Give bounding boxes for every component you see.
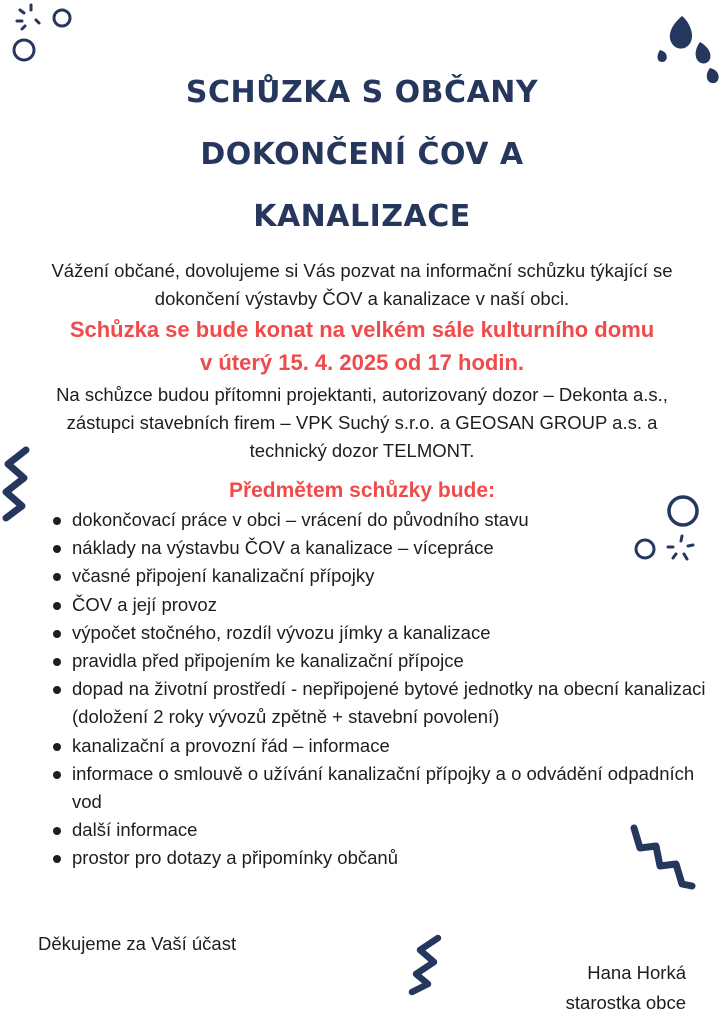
- highlight-line: v úterý 15. 4. 2025 od 17 hodin.: [199, 350, 525, 375]
- title-line: DOKONČENÍ ČOV A: [200, 137, 524, 172]
- sparkle-icon: [14, 2, 48, 32]
- attendees-line: technický dozor TELMONT.: [249, 440, 475, 461]
- zigzag-icon: [402, 932, 450, 998]
- list-item: kanalizační a provozní řád – informace: [72, 732, 712, 760]
- list-item: výpočet stočného, rozdíl vývozu jímky a kanalizace: [72, 619, 712, 647]
- meeting-time-place: [0, 313, 724, 379]
- signature: [566, 958, 686, 1018]
- attendees-paragraph: [4, 381, 720, 465]
- list-item: informace o smlouvě o užívání kanalizační přípojky a o odvádění odpadních vod: [72, 760, 712, 816]
- poster-title: [0, 62, 724, 248]
- list-item: prostor pro dotazy a připomínky občanů: [72, 844, 712, 872]
- thanks-text: Děkujeme za Vaší účast: [38, 933, 237, 954]
- list-item: náklady na výstavbu ČOV a kanalizace – vícepráce: [72, 534, 712, 562]
- list-item: včasné připojení kanalizační přípojky: [72, 562, 712, 590]
- subject-heading: Předmětem schůzky bude:: [228, 479, 496, 502]
- signature-name: Hana Horká: [587, 962, 686, 983]
- attendees-line: Na schůzce budou přítomni projektanti, autorizovaný dozor – Dekonta a.s.,: [56, 384, 668, 405]
- intro-line: Vážení občané, dovolujeme si Vás pozvat na informační schůzku týkající se: [51, 260, 673, 281]
- intro-paragraph: [10, 257, 714, 313]
- title-line: KANALIZACE: [253, 199, 471, 234]
- intro-line: dokončení výstavby ČOV a kanalizace v naší obci.: [154, 288, 570, 309]
- attendees-line: zástupci stavebních firem – VPK Suchý s.r.o. a GEOSAN GROUP a.s. a: [66, 412, 658, 433]
- topics-list: [50, 506, 712, 873]
- list-item: ČOV a její provoz: [72, 591, 712, 619]
- highlight-line: Schůzka se bude konat na velkém sále kulturního domu: [69, 317, 655, 342]
- list-item: další informace: [72, 816, 712, 844]
- signature-role: starostka obce: [565, 992, 686, 1013]
- ring-icon: [10, 36, 38, 64]
- title-line: SCHŮZKA S OBČANY: [185, 75, 539, 110]
- list-item: dopad na životní prostředí - nepřipojené bytové jednotky na obecní kanalizaci (doložení 2 roky vývozů zpětně + stavební povolení): [72, 675, 712, 731]
- ring-icon: [50, 6, 74, 30]
- list-item: dokončovací práce v obci – vrácení do původního stavu: [72, 506, 712, 534]
- list-item: pravidla před připojením ke kanalizační přípojce: [72, 647, 712, 675]
